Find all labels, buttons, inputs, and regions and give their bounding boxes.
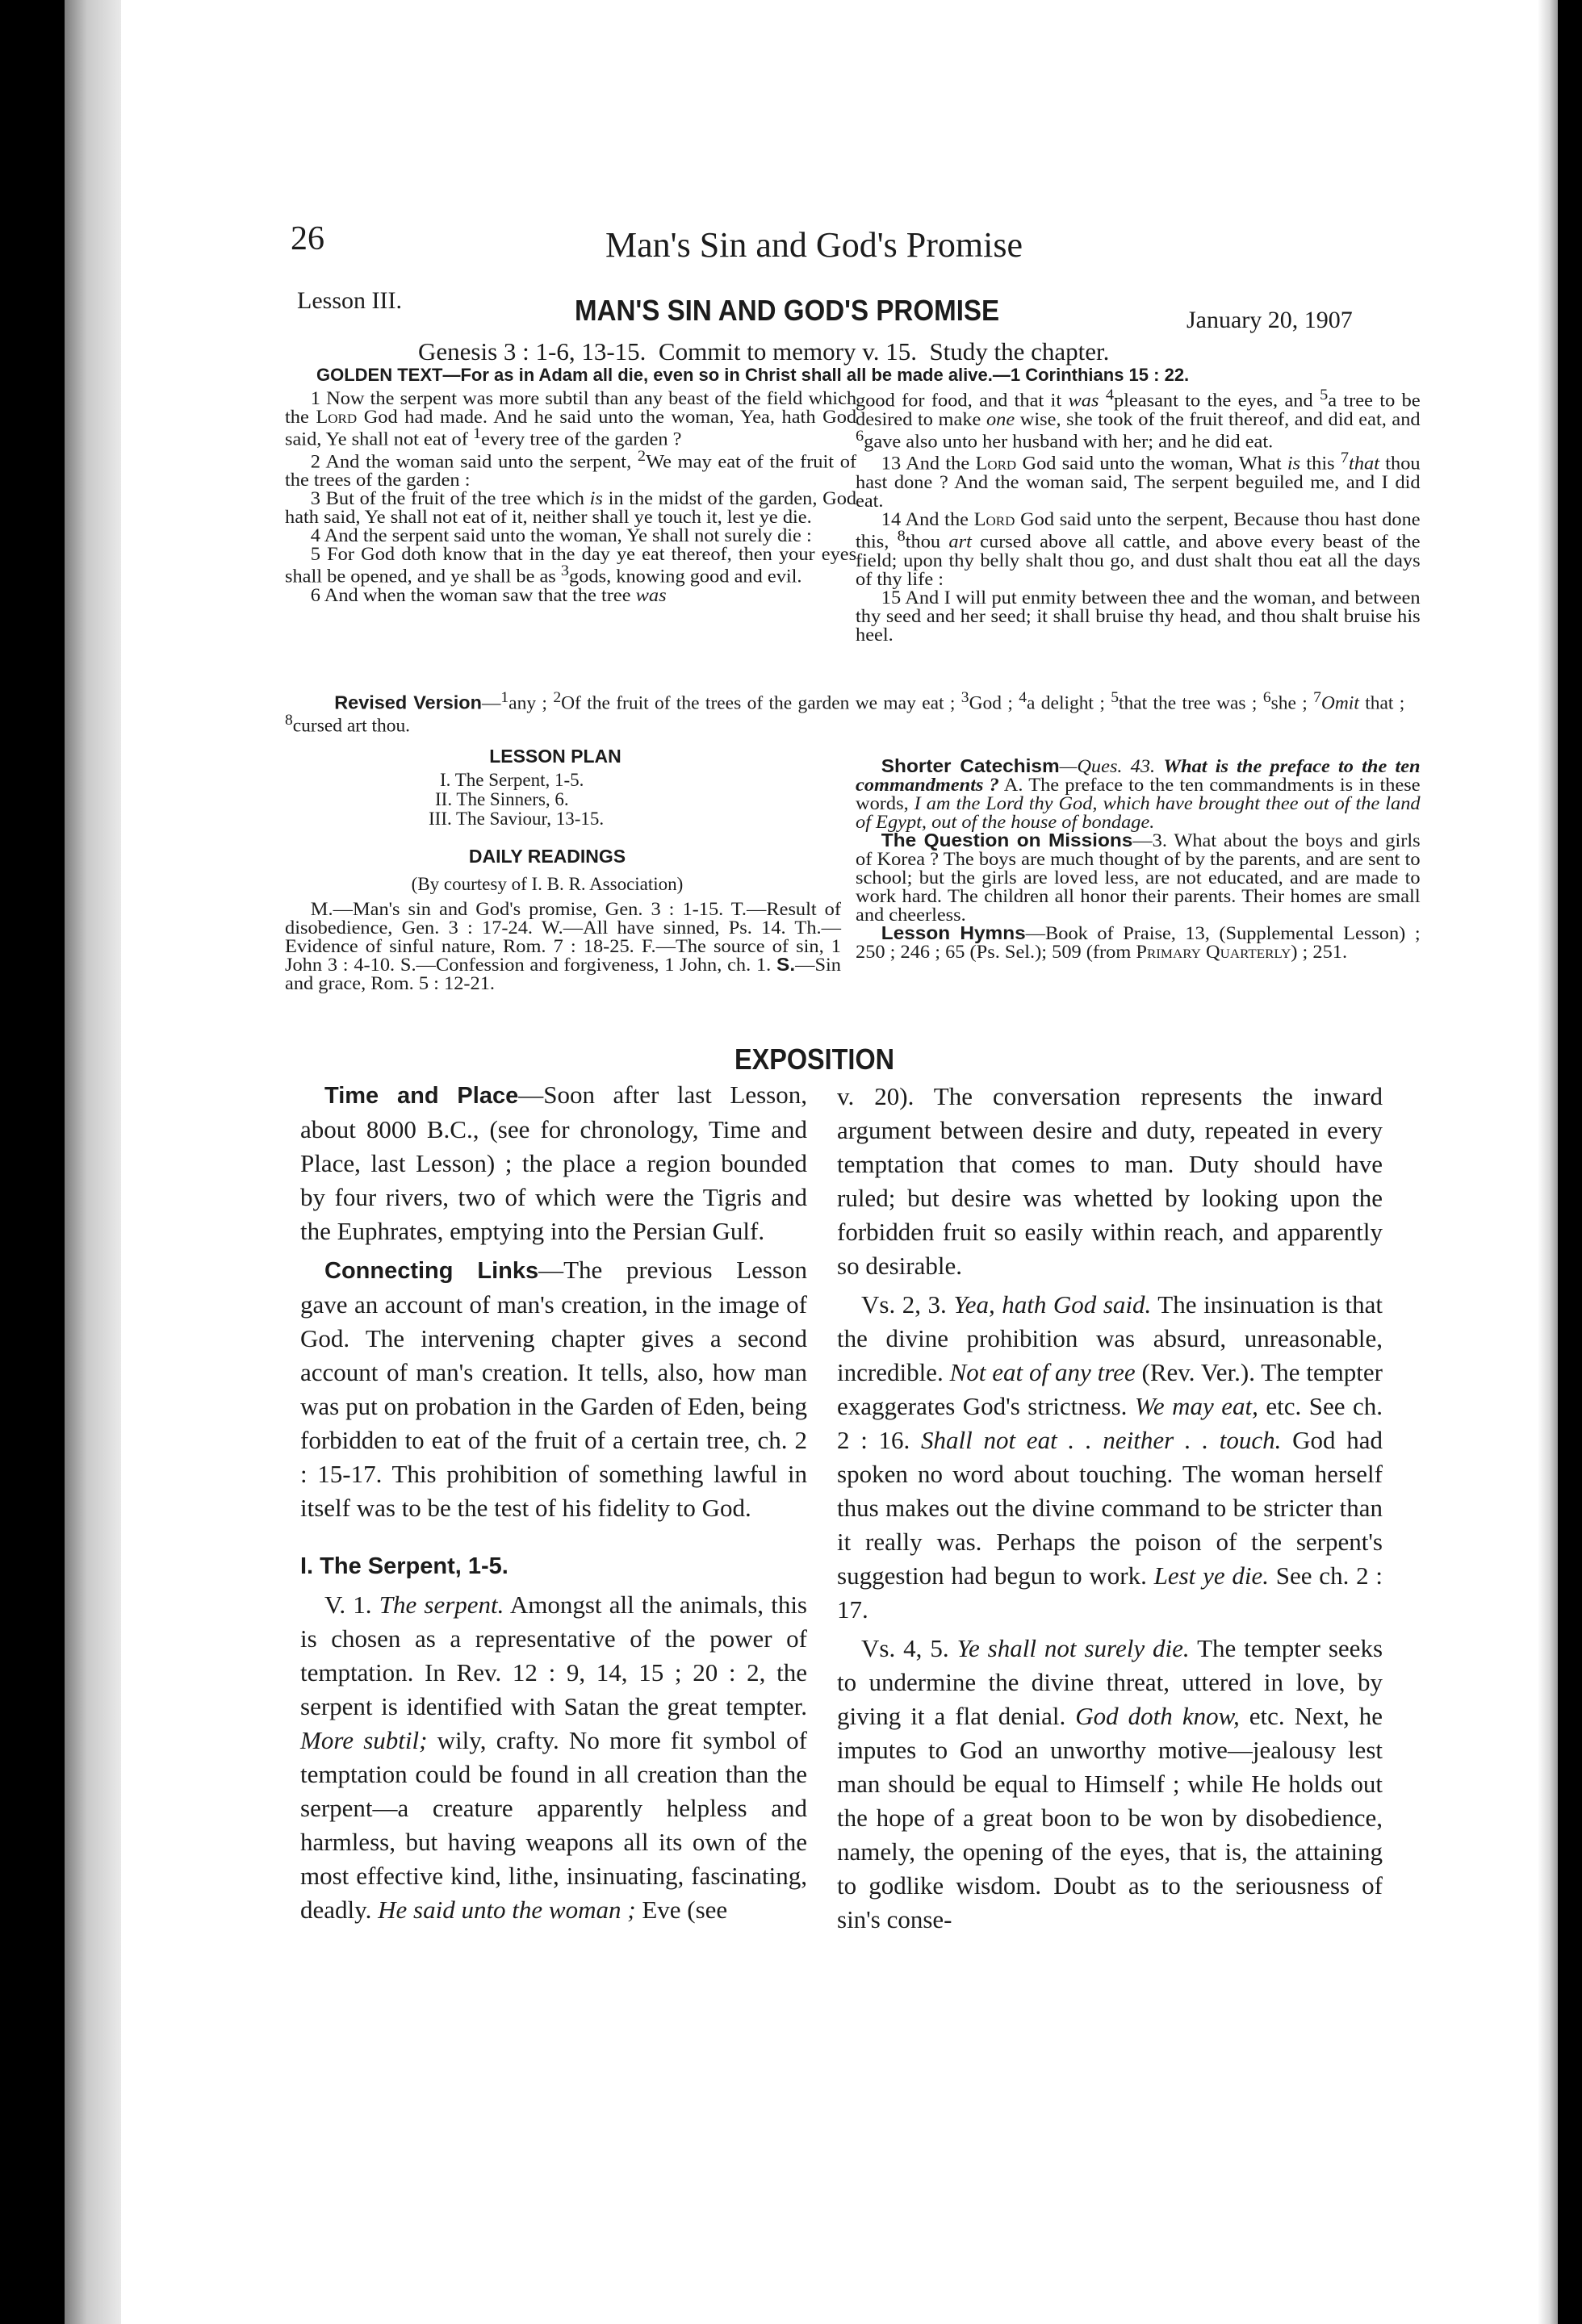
daily-readings-courtesy: (By courtesy of I. B. R. Association) bbox=[411, 874, 684, 894]
verses-2-3-commentary: Vs. 2, 3. Yea, hath God said. The insinuation is that the divine prohibition was absurd, unreasonable, incredible. Not eat of any tree (Rev. Ver.). The tempter exaggerates God's strictness. We may eat, etc. See ch. 2 : 16. Shall not eat . . neither . . touch. God had spoken no word about touching. The woman herself thus makes out the divine command to be stricter than it really was. Perhaps the poison of the serpent's suggestion had begun to work. Lest ye die. See ch. 2 : 17. bbox=[837, 1290, 1383, 1624]
lesson-date: January 20, 1907 bbox=[1186, 307, 1353, 333]
connecting-links: Connecting Links—The previous Lesson gave an account of man's creation, in the image of God. The intervening chapter gives a second account of man's creation. It tells, also, how man was put on probation in the Garden of Eden, being forbidden to eat of the fruit of a certain tree, ch. 2 : 15-17. This prohibition of something lawful in itself was to be the test of his fidelity to God. bbox=[300, 1256, 807, 1522]
exposition-heading: EXPOSITION bbox=[734, 1043, 895, 1076]
verse-6-cont: good for food, and that it was $^4$pleasant to the eyes, and $^5$a tree to be desired to make one wise, she took of the fruit thereof, and did eat, and $^6$gave also unto her husband with her; and he did eat. bbox=[856, 387, 1421, 452]
notes-right-column bbox=[856, 757, 1421, 961]
revised-version-note: Revised Version—$^1$any ; $^2$Of the fruit of the trees of the garden we may eat ; $^3$God ; $^4$a delight ; $^5$that the tree was ; $^6$she ; $^7$Omit that ; $^8$cursed art thou. bbox=[285, 689, 1405, 736]
page-edge bbox=[1538, 0, 1558, 2324]
scripture-right-column bbox=[856, 387, 1421, 644]
section-heading-serpent: I. The Serpent, 1-5. bbox=[300, 1553, 508, 1579]
daily-readings-heading: DAILY READINGS bbox=[468, 846, 626, 867]
golden-text-label: GOLDEN TEXT bbox=[316, 365, 443, 385]
continuation-text: v. 20). The conversation represents the inward argument between desire and duty, repeated in every temptation that comes to man. Duty should have ruled; but desire was whetted by looking upon the forbidden fruit so easily within reach, and apparently so desirable. bbox=[837, 1082, 1383, 1280]
verse-15: 15 And I will put enmity between thee and the woman, and between thy seed and her seed; it shall bruise thy head, and thou shalt bruise his heel. bbox=[856, 587, 1421, 645]
lesson-plan-item: I. The Serpent, 1-5. bbox=[440, 770, 584, 791]
lesson-plan bbox=[285, 746, 826, 830]
lesson-title: MAN'S SIN AND GOD'S PROMISE bbox=[575, 294, 1000, 327]
verses-4-5-commentary: Vs. 4, 5. Ye shall not surely die. The tempter seeks to undermine the divine threat, uttered in love, by giving it a flat denial. God doth know, etc. Next, he imputes to God an unworthy motive—jealousy lest man should be equal to Himself ; while He holds out the hope of a great boon to be won by disobedience, namely, the opening of the eyes, that is, the attaining to godlike wisdom. Doubt as to the seriousness of sin's conse- bbox=[837, 1634, 1383, 1933]
lesson-plan-item: III. The Saviour, 13-15. bbox=[429, 809, 605, 830]
verse-5: 5 For God doth know that in the day ye eat thereof, then your eyes shall be opened, and ye shall be as $^3$gods, knowing good and evil. bbox=[285, 544, 857, 587]
verse-13: 13 And the Lord God said unto the woman, What is this $^7$that thou hast done ? And the woman said, The serpent beguiled me, and I did eat. bbox=[856, 449, 1421, 511]
verse-1-commentary: V. 1. The serpent. Amongst all the animals, this is chosen as a representative of the power of temptation. In Rev. 12 : 9, 14, 15 ; 20 : 2, the serpent is identified with Satan the great tempter. More subtil; wily, crafty. No more fit symbol of temptation could be found in all creation than the serpent—a creature apparently helpless and harmless, but having weapons all its own of the most effective kind, lithe, insinuating, fascinating, deadly. He said unto the woman ; Eve (see bbox=[300, 1590, 808, 1924]
exposition-right-column bbox=[837, 1080, 1383, 1937]
daily-readings: DAILY READINGS (By courtesy of I. B. R. Association) M.—Man's sin and God's promise, Gen. 3 : 1-15. T.—Result of disobedience, Gen. 3 : 17-24. W.—All have sinned, Ps. 14. Th.—Evidence of sinful nature, Rom. 7 : 18-25. F.—The source of sin, 1 John 3 : 4-10. S.—Confession and forgiveness, 1 John, ch. 1. S.—Sin and grace, Rom. 5 : 12-21. bbox=[285, 846, 841, 993]
lesson-plan-heading: LESSON PLAN bbox=[489, 746, 622, 767]
lesson-scripture: Genesis 3 : 1-6, 13-15. Commit to memory v. 15. Study the chapter. bbox=[418, 337, 1110, 366]
book-gutter bbox=[65, 0, 121, 2324]
verse-6: 6 And when the woman saw that the tree was bbox=[310, 584, 667, 605]
golden-text-reference: —1 Corinthians 15 : 22. bbox=[992, 365, 1190, 385]
exposition-left-column bbox=[300, 1078, 807, 1927]
verse-14: 14 And the Lord God said unto the serpent, Because thou hast done this, $^8$thou art cursed above all cattle, and above every beast of the field; upon thy belly shalt thou go, and dust shalt thou eat all the days of thy life : bbox=[856, 508, 1421, 589]
shorter-catechism: Shorter Catechism—Ques. 43. What is the preface to the ten commandments ? A. The preface to the ten commandments is in these words, I am the Lord thy God, which have brought thee out of the land of Egypt, out of the house of bondage. bbox=[856, 755, 1421, 832]
page-number: 26 bbox=[291, 220, 324, 257]
running-head: Man's Sin and God's Promise bbox=[605, 225, 1023, 265]
daily-readings-text: M.—Man's sin and God's promise, Gen. 3 : 1-15. T.—Result of disobedience, Gen. 3 : 17-24. W.—All have sinned, Ps. 14. Th.—Evidence of sinful nature, Rom. 7 : 18-25. F.—The source of sin, 1 John 3 : 4-10. S.—Confession and forgiveness, 1 John, ch. 1. bbox=[285, 899, 841, 975]
lesson-number: Lesson III. bbox=[297, 287, 402, 314]
golden-text bbox=[316, 365, 1406, 386]
verse-1: 1 Now the serpent was more subtil than any beast of the field which the Lord God had made. And he said unto the woman, Yea, hath God said, Ye shall not eat of $^1$every tree of the garden ? bbox=[285, 388, 857, 449]
lesson-hymns: Lesson Hymns—Book of Praise, 13, (Supplemental Lesson) ; 250 ; 246 ; 65 (Ps. Sel.); 509 (from Primary Quarterly) ; 251. bbox=[856, 922, 1421, 962]
scripture-left-column bbox=[285, 389, 856, 604]
time-and-place: Time and Place—Soon after last Lesson, about 8000 B.C., (see for chronology, Time and Place, last Lesson) ; the place a region bounded by four rivers, two of which were the Tigris and the Euphrates, emptying into the Persian Gulf. bbox=[300, 1080, 807, 1245]
golden-text-body: —For as in Adam all die, even so in Christ shall all be made alive. bbox=[442, 365, 993, 385]
missions-question: The Question on Missions—3. What about the boys and girls of Korea ? The boys are much thought of by the parents, and are sent to school; but the girls are loved less, are not educated, and are made to work hard. The children all honor their parents. Their homes are small and cheerless. bbox=[856, 830, 1421, 925]
verse-2: 2 And the woman said unto the serpent, $^2$We may eat of the fruit of the trees of the garden : bbox=[285, 447, 857, 491]
verse-3: 3 But of the fruit of the tree which is in the midst of the garden, God hath said, Ye shall not eat of it, neither shall ye touch it, lest ye die. bbox=[285, 488, 857, 528]
lesson-plan-item: II. The Sinners, 6. bbox=[435, 789, 569, 810]
verse-4: 4 And the serpent said unto the woman, Ye shall not surely die : bbox=[310, 525, 812, 546]
